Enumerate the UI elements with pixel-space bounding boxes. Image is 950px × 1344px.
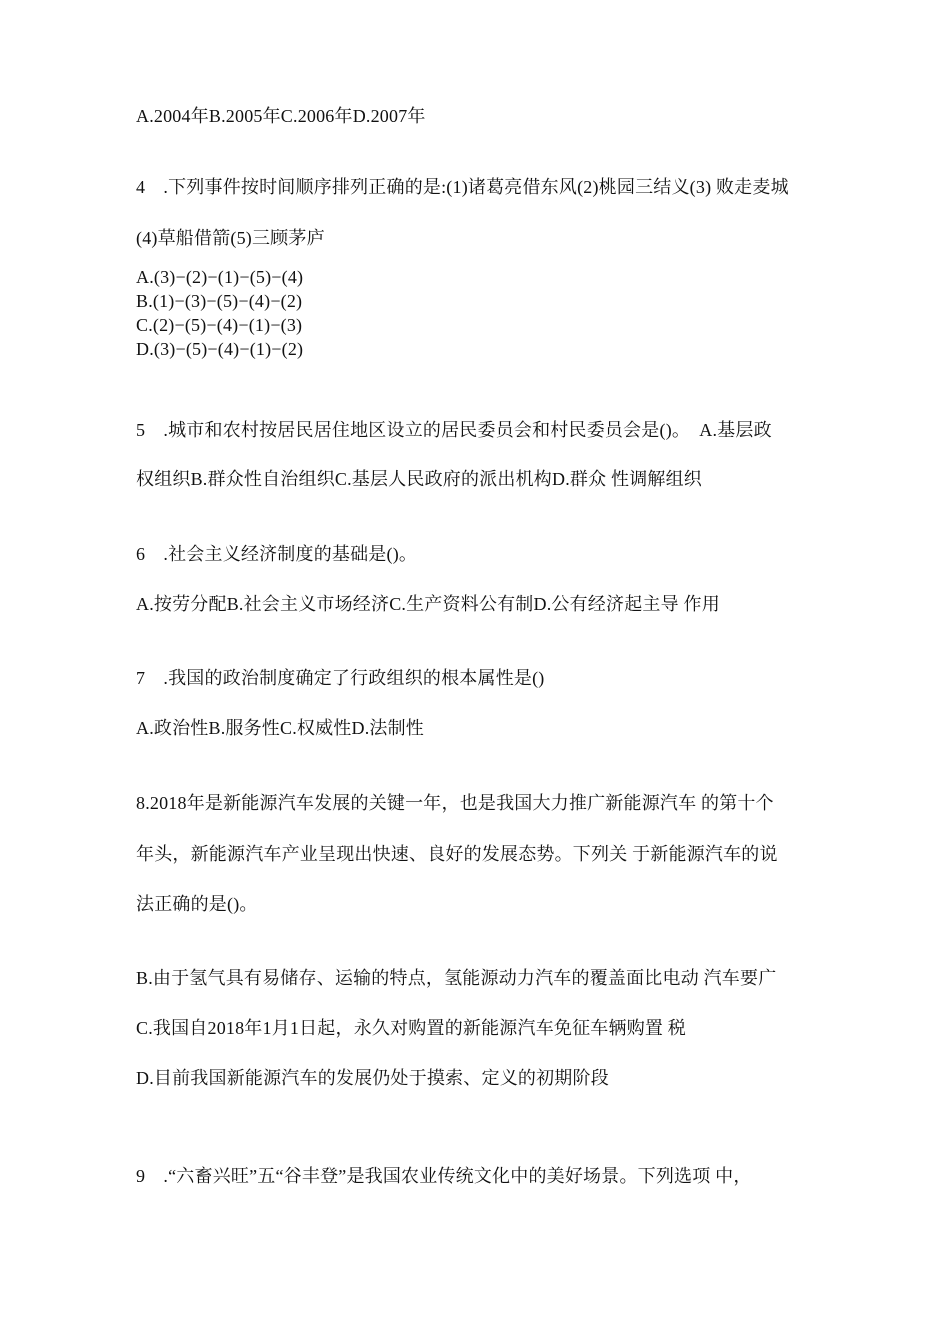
q5-stem-line-1: 5 .城市和农村按居民居住地区设立的居民委员会和村民委员会是()。 A.基层政 bbox=[136, 420, 772, 440]
q8-option-d: D.目前我国新能源汽车的发展仍处于摸索、定义的初期阶段 bbox=[136, 1068, 609, 1088]
q4-option-b: B.(1)−(3)−(5)−(4)−(2) bbox=[136, 291, 303, 311]
q7-options: A.政治性B.服务性C.权威性D.法制性 bbox=[136, 718, 425, 738]
q6-stem: 6 .社会主义经济制度的基础是()。 bbox=[136, 544, 418, 564]
q8-stem-line-2: 年头，新能源汽车产业呈现出快速、良好的发展态势。下列关 于新能源汽车的说 bbox=[136, 844, 778, 864]
q4-stem-line-1: 4 .下列事件按时间顺序排列正确的是:(1)诸葛亮借东风(2)桃园三结义(3) 败走麦城 bbox=[136, 177, 789, 197]
q5-stem-line-2: 权组织B.群众性自治组织C.基层人民政府的派出机构D.群众 性调解组织 bbox=[136, 469, 703, 489]
q3-options: A.2004年B.2005年C.2006年D.2007年 bbox=[136, 106, 426, 126]
q8-stem-line-1: 8.2018年是新能源汽车发展的关键一年，也是我国大力推广新能源汽车 的第十个 bbox=[136, 793, 774, 813]
q4-stem-line-2: (4)草船借箭(5)三顾茅庐 bbox=[136, 228, 325, 248]
q4-option-c: C.(2)−(5)−(4)−(1)−(3) bbox=[136, 315, 303, 335]
q4-option-a: A.(3)−(2)−(1)−(5)−(4) bbox=[136, 267, 304, 287]
q4-option-d: D.(3)−(5)−(4)−(1)−(2) bbox=[136, 339, 304, 359]
q8-stem-line-3: 法正确的是()。 bbox=[136, 894, 258, 914]
q8-option-b: B.由于氢气具有易储存、运输的特点，氢能源动力汽车的覆盖面比电动 汽车要广 bbox=[136, 968, 777, 988]
q8-option-c: C.我国自2018年1月1日起，永久对购置的新能源汽车免征车辆购置 税 bbox=[136, 1018, 687, 1038]
q7-stem: 7 .我国的政治制度确定了行政组织的根本属性是() bbox=[136, 668, 545, 688]
q6-options: A.按劳分配B.社会主义市场经济C.生产资料公有制D.公有经济起主导 作用 bbox=[136, 594, 720, 614]
q9-stem: 9 .“六畜兴旺”五“谷丰登”是我国农业传统文化中的美好场景。下列选项 中， bbox=[136, 1166, 752, 1186]
